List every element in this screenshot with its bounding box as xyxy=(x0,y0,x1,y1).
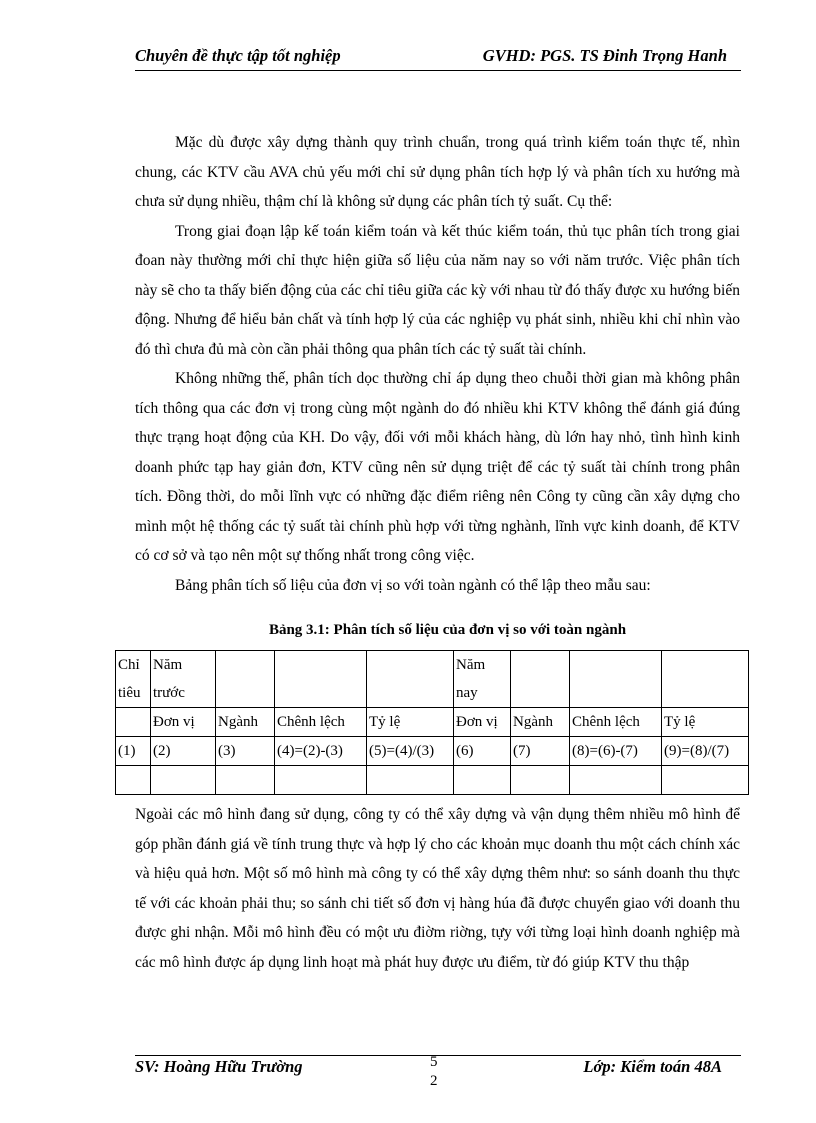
table-cell: Tỷ lệ xyxy=(367,708,454,737)
page-number-bottom: 2 xyxy=(430,1073,438,1089)
table-cell xyxy=(570,651,662,708)
table-cell: Năm trước xyxy=(151,651,216,708)
table-cell xyxy=(511,766,570,795)
table-cell: Chỉ tiêu xyxy=(116,651,151,708)
page-number-top: 5 xyxy=(430,1054,438,1070)
table-title: Bảng 3.1: Phân tích số liệu của đơn vị so với toàn ngành xyxy=(268,622,627,638)
table-cell xyxy=(116,708,151,737)
table-cell xyxy=(216,766,275,795)
table-cell: (9)=(8)/(7) xyxy=(662,737,749,766)
footer-divider xyxy=(135,1055,741,1056)
table-cell xyxy=(454,766,511,795)
table-cell: Đơn vị xyxy=(151,708,216,737)
header-title: Chuyên đề thực tập tốt nghiệp xyxy=(135,46,341,65)
table-cell xyxy=(116,766,151,795)
table-cell: Ngành xyxy=(511,708,570,737)
table-cell xyxy=(570,766,662,795)
table-cell: Năm nay xyxy=(454,651,511,708)
paragraph: Trong giai đoạn lập kế toán kiểm toán và kết thúc kiểm toán, thủ tục phân tích trong giai đoan này thường mới chỉ thực hiện giữa số liệu của năm nay so với năm trước. Việc phân tích này sẽ cho ta thấy biến động của các chỉ tiêu giữa các kỳ với nhau từ đó thấy được xu hướng biến động. Nhưng để hiểu bản chất và tính hợp lý của các nghiệp vụ phát sinh, nhiều khi chỉ nhìn vào đó thì chưa đủ mà còn cần phải thông qua phân tích các tỷ suất tài chính. xyxy=(135,222,740,358)
table-cell: (8)=(6)-(7) xyxy=(570,737,662,766)
table-cell xyxy=(275,766,367,795)
header-advisor: GVHD: PGS. TS Đinh Trọng Hanh xyxy=(482,46,727,65)
body-text-top xyxy=(135,128,740,600)
table-cell: (6) xyxy=(454,737,511,766)
table-cell xyxy=(367,651,454,708)
table-cell: (5)=(4)/(3) xyxy=(367,737,454,766)
table-row xyxy=(116,651,749,708)
page-header xyxy=(135,42,741,71)
table-cell xyxy=(511,651,570,708)
table-cell xyxy=(216,651,275,708)
table-cell: (1) xyxy=(116,737,151,766)
table-row xyxy=(116,737,749,766)
paragraph: Ngoài các mô hình đang sử dụng, công ty có thể xây dựng và vận dụng thêm nhiều mô hình để góp phần đánh giá về tính trung thực và hợp lý cho các khoản mục doanh thu một cách chính xác và hiệu quả hơn. Một số mô hình mà công ty có thể xây dựng thêm như: so sánh doanh thu thực tế với các khoản phải thu; so sánh chi tiết số đơn vị hàng húa đã được chuyển giao với doanh thu được ghi nhận. Mỗi mô hình đều có một ưu điờm riờng, tựy với từng loại hình doanh nghiệp mà các mô hình được áp dụng linh hoạt mà phát huy được ưu điểm, từ đó giúp KTV thu thập xyxy=(135,806,740,971)
table-cell: (7) xyxy=(511,737,570,766)
table-cell xyxy=(275,651,367,708)
paragraph: Không những thế, phân tích dọc thường chỉ áp dụng theo chuỗi thời gian mà không phân tích thông qua các đơn vị trong cùng một ngành do đó nhiều khi KTV không thể đánh giá đúng thực trạng hoạt động của KH. Do vậy, đối với mỗi khách hàng, dù lớn hay nhỏ, tình hình kinh doanh phức tạp hay giản đơn, KTV cũng nên sử dụng triệt để các tỷ suất tài chính trong phân tích. Đồng thời, do mỗi lĩnh vực có những đặc điểm riêng nên Công ty cũng cần xây dựng cho mình một hệ thống các tỷ suất tài chính phù hợp với từng nghành, lĩnh vực kinh doanh, để KTV có cơ sở và tạo nên một sự thống nhất trong công việc. xyxy=(135,370,740,564)
table-cell xyxy=(662,651,749,708)
table-cell xyxy=(367,766,454,795)
table-cell xyxy=(151,766,216,795)
table-row xyxy=(116,766,749,795)
table-cell: Tỷ lệ xyxy=(662,708,749,737)
footer-class: Lớp: Kiểm toán 48A xyxy=(583,1057,722,1076)
footer-student: SV: Hoàng Hữu Trường xyxy=(135,1057,303,1076)
table-cell: Ngành xyxy=(216,708,275,737)
table-cell: (3) xyxy=(216,737,275,766)
comparison-table xyxy=(115,650,749,795)
table-cell: (2) xyxy=(151,737,216,766)
table-cell: (4)=(2)-(3) xyxy=(275,737,367,766)
table-cell xyxy=(662,766,749,795)
table-cell: Chênh lệch xyxy=(275,708,367,737)
paragraph: Bảng phân tích số liệu của đơn vị so với toàn ngành có thể lập theo mẫu sau: xyxy=(175,576,651,594)
table-cell: Chênh lệch xyxy=(570,708,662,737)
table-row xyxy=(116,708,749,737)
page-number xyxy=(430,1053,438,1091)
table-cell: Đơn vị xyxy=(454,708,511,737)
paragraph: Mặc dù được xây dựng thành quy trình chuẩn, trong quá trình kiểm toán thực tế, nhìn chung, các KTV cầu AVA chủ yếu mới chỉ sử dụng phân tích hợp lý và phân tích xu hướng mà chưa sử dụng nhiều, thậm chí là không sử dụng các phân tích tỷ suất. Cụ thể: xyxy=(135,134,740,210)
body-text-bottom xyxy=(135,800,740,977)
